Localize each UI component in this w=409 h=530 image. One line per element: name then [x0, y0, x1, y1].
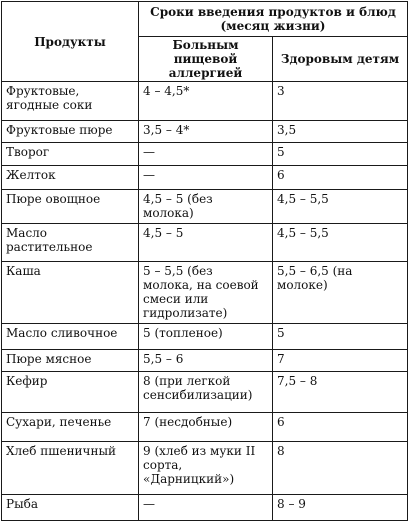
allergy-age-cell: 4 – 4,5*: [139, 82, 273, 121]
table-row: [2, 495, 408, 521]
table-row: [2, 121, 408, 143]
healthy-age-cell: 5: [273, 143, 408, 166]
table-row: [2, 82, 408, 121]
product-cell: Фруктовые пюре: [2, 121, 139, 143]
allergy-age-cell: 5,5 – 6: [139, 350, 273, 372]
healthy-age-cell: 5,5 – 6,5 (на молоке): [273, 262, 408, 324]
header-products: Продукты: [2, 2, 139, 82]
allergy-age-cell: 8 (при легкой сенсибилизации): [139, 372, 273, 413]
table-row: [2, 350, 408, 372]
product-cell: Творог: [2, 143, 139, 166]
table-row: [2, 372, 408, 413]
product-cell: Масло сливочное: [2, 324, 139, 350]
product-cell: Желток: [2, 166, 139, 190]
allergy-age-cell: 7 (несдобные): [139, 413, 273, 442]
healthy-age-cell: 6: [273, 413, 408, 442]
product-cell: Пюре овощное: [2, 190, 139, 224]
table-row: [2, 143, 408, 166]
healthy-age-cell: 3: [273, 82, 408, 121]
product-cell: Фруктовые, ягодные соки: [2, 82, 139, 121]
table-row: [2, 413, 408, 442]
healthy-age-cell: 7,5 – 8: [273, 372, 408, 413]
product-cell: Масло растительное: [2, 224, 139, 262]
header-row-top: [2, 2, 408, 37]
table-row: [2, 442, 408, 495]
healthy-age-cell: 7: [273, 350, 408, 372]
table-body: [2, 82, 408, 521]
allergy-age-cell: —: [139, 143, 273, 166]
allergy-age-cell: —: [139, 166, 273, 190]
food-introduction-table: [1, 1, 408, 521]
table-row: [2, 262, 408, 324]
table-row: [2, 224, 408, 262]
product-cell: Рыба: [2, 495, 139, 521]
table-row: [2, 166, 408, 190]
allergy-age-cell: 9 (хлеб из муки II сорта, «Дарницкий»): [139, 442, 273, 495]
header-healthy: Здоровым детям: [273, 37, 408, 82]
product-cell: Пюре мясное: [2, 350, 139, 372]
healthy-age-cell: 5: [273, 324, 408, 350]
header-timing: Сроки введения продуктов и блюд (месяц жизни): [139, 2, 408, 37]
table-row: [2, 190, 408, 224]
healthy-age-cell: 8: [273, 442, 408, 495]
table-header: [2, 2, 408, 82]
healthy-age-cell: 6: [273, 166, 408, 190]
healthy-age-cell: 4,5 – 5,5: [273, 224, 408, 262]
product-cell: Хлеб пшеничный: [2, 442, 139, 495]
healthy-age-cell: 8 – 9: [273, 495, 408, 521]
product-cell: Сухари, печенье: [2, 413, 139, 442]
product-cell: Каша: [2, 262, 139, 324]
healthy-age-cell: 4,5 – 5,5: [273, 190, 408, 224]
healthy-age-cell: 3,5: [273, 121, 408, 143]
allergy-age-cell: 3,5 – 4*: [139, 121, 273, 143]
allergy-age-cell: 4,5 – 5: [139, 224, 273, 262]
product-cell: Кефир: [2, 372, 139, 413]
table-row: [2, 324, 408, 350]
allergy-age-cell: 5 – 5,5 (без молока, на соевой смеси или гидролизате): [139, 262, 273, 324]
allergy-age-cell: 4,5 – 5 (без молока): [139, 190, 273, 224]
header-allergy: Больным пищевой аллергией: [139, 37, 273, 82]
allergy-age-cell: 5 (топленое): [139, 324, 273, 350]
allergy-age-cell: —: [139, 495, 273, 521]
